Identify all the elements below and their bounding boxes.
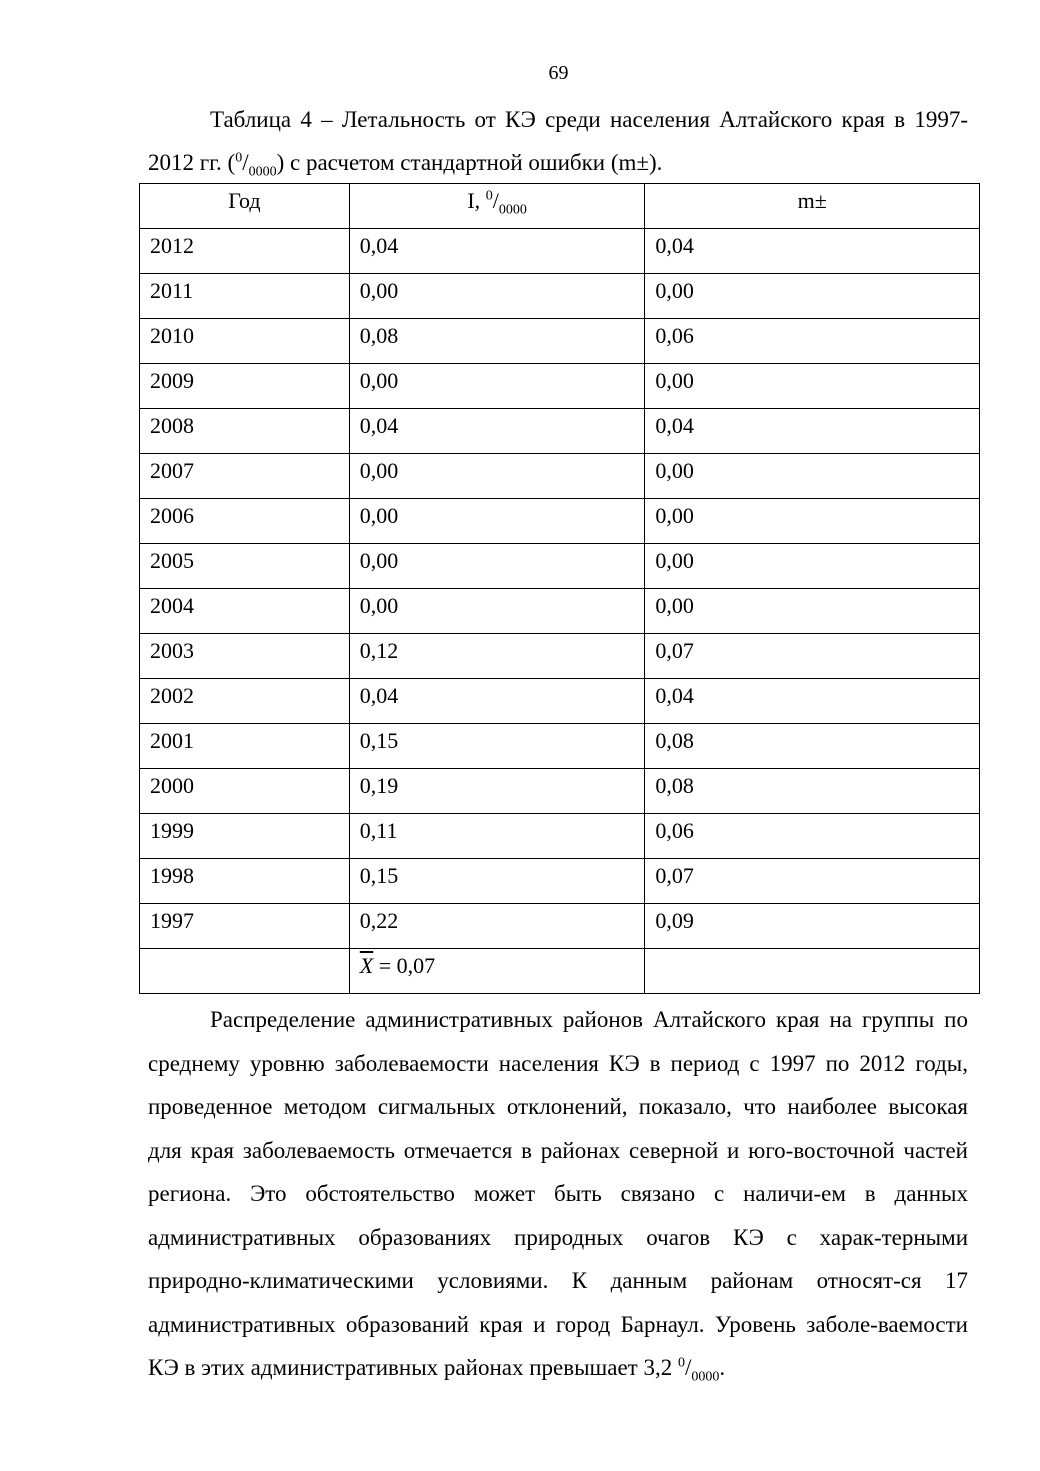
paragraph-slash: / bbox=[684, 1355, 692, 1380]
table-row bbox=[140, 724, 980, 769]
table-row bbox=[140, 904, 980, 949]
cell-year: 2001 bbox=[140, 724, 350, 769]
header-rate-sub: 0000 bbox=[498, 202, 527, 218]
cell-rate: 0,04 bbox=[349, 679, 645, 724]
cell-rate: 0,11 bbox=[349, 814, 645, 859]
header-error: m± bbox=[645, 184, 980, 229]
table-row bbox=[140, 589, 980, 634]
cell-year: 2012 bbox=[140, 229, 350, 274]
header-rate-sup: 0 bbox=[485, 188, 493, 204]
table-header-row bbox=[140, 184, 980, 229]
table-body bbox=[140, 229, 980, 949]
caption-text: Таблица 4 – Летальность от КЭ среди населения Алтайского края в 1997-2012 гг. ( bbox=[148, 107, 968, 175]
cell-rate: 0,04 bbox=[349, 229, 645, 274]
cell-rate: 0,22 bbox=[349, 904, 645, 949]
table-caption bbox=[148, 98, 968, 184]
cell-error: 0,00 bbox=[645, 364, 980, 409]
cell-error: 0,06 bbox=[645, 814, 980, 859]
cell-error: 0,08 bbox=[645, 769, 980, 814]
paragraph-sup: 0 bbox=[677, 1355, 685, 1371]
table-row bbox=[140, 274, 980, 319]
cell-error: 0,00 bbox=[645, 499, 980, 544]
header-rate-prefix: I, bbox=[467, 188, 486, 213]
cell-rate: 0,15 bbox=[349, 859, 645, 904]
mean-symbol: $\overline{X}$ bbox=[359, 953, 374, 978]
cell-year: 2009 bbox=[140, 364, 350, 409]
caption-sup: 0 bbox=[235, 150, 243, 166]
mean-cell bbox=[349, 949, 645, 994]
cell-year: 2002 bbox=[140, 679, 350, 724]
caption-text-end: ) с расчетом стандартной ошибки (m±). bbox=[276, 150, 663, 175]
table-row bbox=[140, 814, 980, 859]
cell-rate: 0,00 bbox=[349, 454, 645, 499]
mean-value: = 0,07 bbox=[373, 953, 436, 978]
cell-rate: 0,00 bbox=[349, 544, 645, 589]
table-row bbox=[140, 229, 980, 274]
cell-error: 0,00 bbox=[645, 274, 980, 319]
page-number: 69 bbox=[548, 62, 569, 84]
cell-year: 1997 bbox=[140, 904, 350, 949]
table-row bbox=[140, 409, 980, 454]
cell-error: 0,06 bbox=[645, 319, 980, 364]
cell-error: 0,00 bbox=[645, 454, 980, 499]
cell-error: 0,07 bbox=[645, 859, 980, 904]
cell-year: 2000 bbox=[140, 769, 350, 814]
cell-error: 0,08 bbox=[645, 724, 980, 769]
paragraph-sub: 0000 bbox=[691, 1369, 720, 1385]
table-row bbox=[140, 319, 980, 364]
table-row-mean bbox=[140, 949, 980, 994]
cell-rate: 0,04 bbox=[349, 409, 645, 454]
cell-rate: 0,00 bbox=[349, 364, 645, 409]
cell-rate: 0,15 bbox=[349, 724, 645, 769]
table-row bbox=[140, 544, 980, 589]
paragraph-text: Распределение административных районов Алтайского края на группы по среднему уровню заболеваемости населения КЭ в период с 1997 по 2012 годы, проведенное методом сигмальных отклонений, показало, что наиболее высокая для края заболеваемость отмечается в районах северной и юго-восточной частей региона. Это обстоятельство может быть связано с наличи-ем в данных административных образованиях природных очагов КЭ с харак-терными природно-климатическими условиями. К данным районам относят-ся 17 административных образований края и город Барнаул. Уровень заболе-ваемости КЭ в этих административных районах превышает 3,2 bbox=[148, 1007, 968, 1380]
cell-year: 2004 bbox=[140, 589, 350, 634]
table-row bbox=[140, 769, 980, 814]
cell-error: 0,00 bbox=[645, 544, 980, 589]
cell-rate: 0,00 bbox=[349, 274, 645, 319]
cell-rate: 0,12 bbox=[349, 634, 645, 679]
paragraph-end: . bbox=[719, 1355, 726, 1380]
cell-error: 0,04 bbox=[645, 679, 980, 724]
cell-error: 0,07 bbox=[645, 634, 980, 679]
cell-year: 2011 bbox=[140, 274, 350, 319]
mean-empty-cell-right bbox=[645, 949, 980, 994]
cell-year: 2010 bbox=[140, 319, 350, 364]
cell-rate: 0,19 bbox=[349, 769, 645, 814]
table-row bbox=[140, 454, 980, 499]
caption-sub: 0000 bbox=[248, 164, 277, 180]
header-rate-slash: / bbox=[492, 188, 499, 213]
header-rate bbox=[349, 184, 645, 229]
table-row bbox=[140, 859, 980, 904]
cell-year: 2006 bbox=[140, 499, 350, 544]
cell-error: 0,09 bbox=[645, 904, 980, 949]
table-row bbox=[140, 364, 980, 409]
cell-error: 0,00 bbox=[645, 589, 980, 634]
cell-year: 2007 bbox=[140, 454, 350, 499]
cell-rate: 0,00 bbox=[349, 589, 645, 634]
cell-error: 0,04 bbox=[645, 229, 980, 274]
table-row bbox=[140, 634, 980, 679]
mortality-table bbox=[139, 183, 980, 994]
caption-slash: / bbox=[242, 150, 249, 175]
cell-rate: 0,00 bbox=[349, 499, 645, 544]
table-row bbox=[140, 499, 980, 544]
cell-error: 0,04 bbox=[645, 409, 980, 454]
cell-year: 2003 bbox=[140, 634, 350, 679]
header-year: Год bbox=[140, 184, 350, 229]
cell-rate: 0,08 bbox=[349, 319, 645, 364]
cell-year: 2005 bbox=[140, 544, 350, 589]
mean-empty-cell bbox=[140, 949, 350, 994]
cell-year: 2008 bbox=[140, 409, 350, 454]
table-row bbox=[140, 679, 980, 724]
body-paragraph bbox=[148, 998, 968, 1390]
cell-year: 1998 bbox=[140, 859, 350, 904]
cell-year: 1999 bbox=[140, 814, 350, 859]
